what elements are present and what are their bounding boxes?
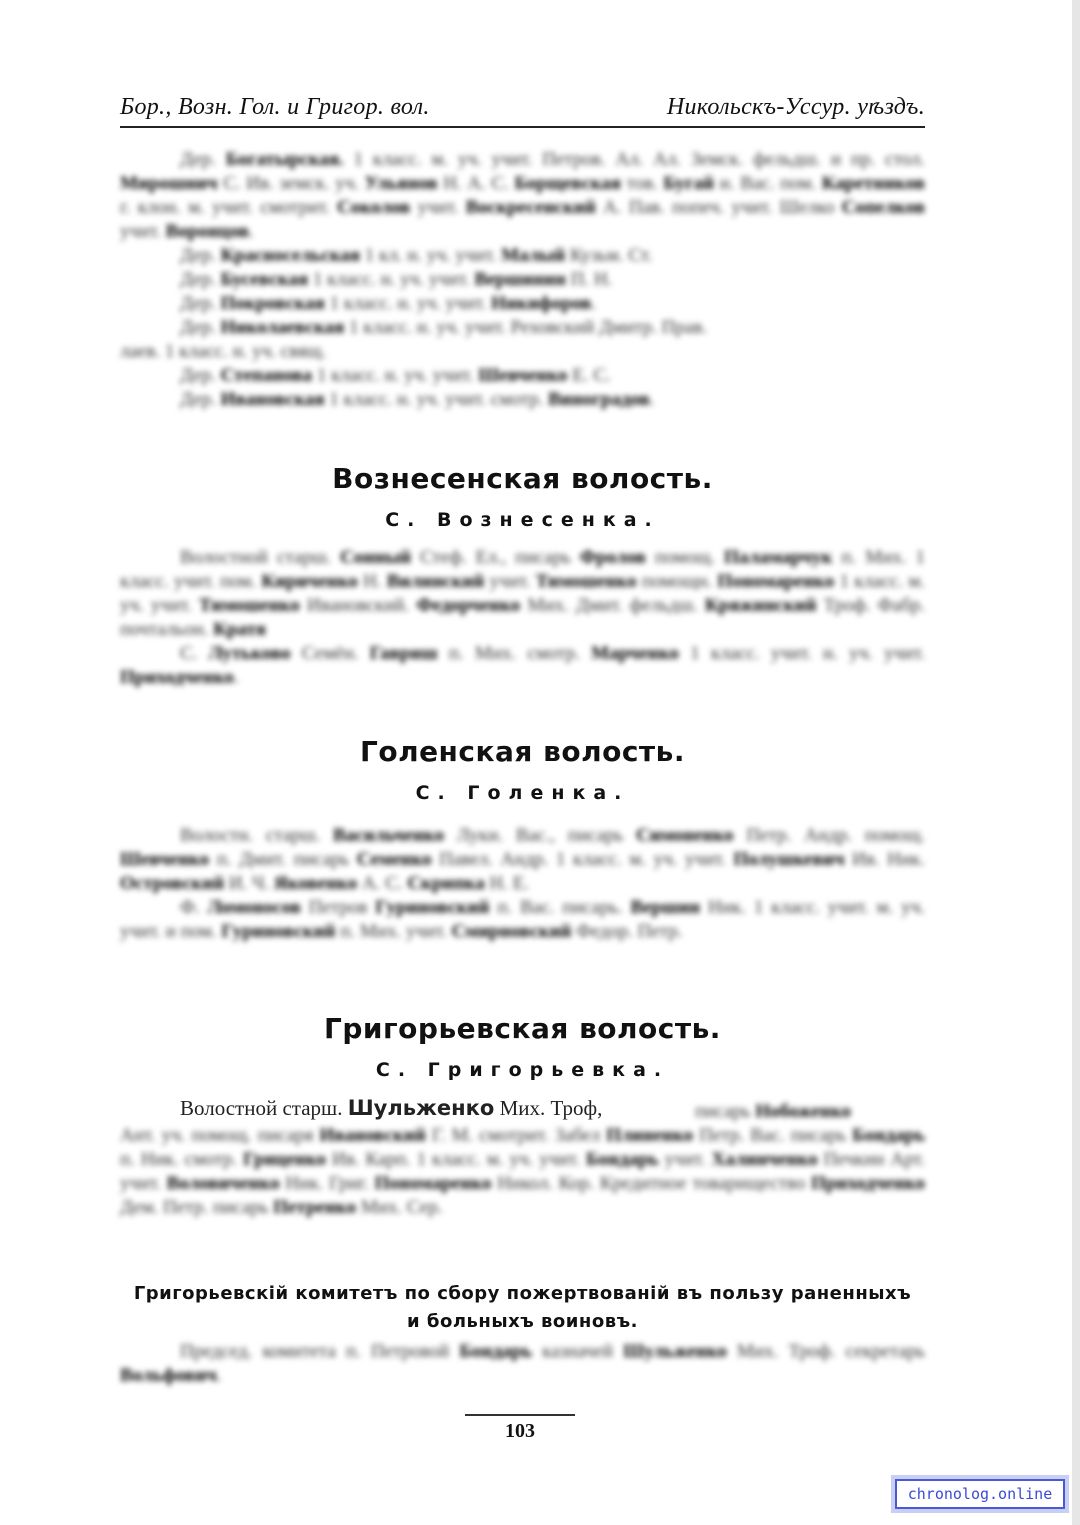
village-title-grigorievka: С. Григорьевка.	[375, 1059, 670, 1081]
footer-rule	[465, 1414, 575, 1416]
entry-rest: Мих. Троф,	[499, 1096, 603, 1120]
entry-name: Шульженко	[347, 1096, 495, 1120]
blurred-text-block: Председ. комитета п. Петровой Бондарь казначей Шульженко Мих. Троф. секретарь Вольфович.	[120, 1341, 925, 1386]
page-footer	[460, 1414, 580, 1443]
page-number: 103	[505, 1420, 535, 1442]
page-edge	[1072, 0, 1080, 1525]
section-title-voznesenskaya: Вознесенская волость.	[332, 462, 713, 495]
running-header	[120, 92, 925, 128]
watermark-badge	[891, 1475, 1069, 1513]
village-title-voznesenka: С. Вознесенка.	[385, 509, 660, 531]
section-title-grigorievskaya: Григорьевская волость.	[324, 1012, 721, 1045]
committee-heading	[120, 1280, 925, 1336]
watermark-text: chronolog.online	[895, 1479, 1065, 1509]
blurred-text-block: Волостн. старш. Васильченко Луки. Вас., писарь Симоненко Петр. Андр. помощ. Шевченко п. Дмит. писарь Семенко Павел. Андр. 1 класс. м. уч. учит. Полушкевич Ив. Ник. Островский И. Ч. Яковенко А. С. Скрипка Н. Е. Ф. Ломоносов Петров Гуриновский п. Вас. писарь. Вершин Ник. 1 класс. учит. м. уч. учит. и пом. Гуриновский п. Мих. учит. Смирновский Федор. Петр.	[120, 825, 925, 942]
blurred-text-block: Волостной старш. Сонный Стеф. Ел., писарь Фролов помощ. Паламарчук п. Мих. 1 класс. учит. пом. Кириченко Н. Вилинский учит. Тимошенко помощн. Пономаренко 1 класс. м. уч. учит. Тимошенко Ивановский. Федорченко Мих. Дмит. фельдш. Кряжинский Троф. Фабр. почтальон. Кратя С. Лутьково Семён. Гавриш п. Мих. смотр. Марченко 1 класс. учит. н. уч. учит. Приходченко.	[120, 547, 926, 688]
blurred-text-block: Дер. Богатырская. 1 класс. м. уч. учит. Петров. Ал. Ал. Земск. фельдш. и пр. стол. Мирошнич С. Ив. земск. уч. Ульянов Н. А. С. Борщевская тов. Бугай и. Вас. пом. Каретников г. клон. м. учит. смотрит. Соколов учит. Воскресенский А. Пав. попеч. учит. Шелко Сопелков учит. Воронцов. Дер. Красносельская 1 кл. н. уч. учит. Малый Кузьм. Ст. Дер. Бусевская 1 класс. н. уч. учит. Вершинин П. Н. Дер. Покровская 1 класс. н. уч. учит. Никифоров. Дер. Николаевская 1 класс. н. уч. учит. Реховский Дмитр. Прав. лаев. 1 класс. н. уч. свящ. Дер. Степанова 1 класс. н. уч. учит. Шевченко Е. С. Дер. Ивановская 1 класс. н. уч. учит. смотр. Виноградов.	[120, 149, 926, 410]
entry-prefix: Волостной старш.	[180, 1096, 343, 1120]
section-title-golenskaya: Голенская волость.	[359, 735, 685, 768]
committee-line-2: и больныхъ воиновъ.	[407, 1311, 638, 1332]
blurred-text-block: писарь Нобоженко Ант. уч. помощ. писаря Ивановский Г. М. смотрит. Забел Плиненко Петр. Вас. писарь Бондарь п. Ник. смотр. Гриценко Ив. Карп. 1 класс. м. уч. учит. Бондарь учит. Халинченко Печкин Арт. учит. Воловиченко Ник. Григ. Пономаренко Никол. Кор. Кредитное товарищество Приходченко Дем. Петр. писарь Петренко Мих. Сер.	[120, 1101, 926, 1218]
village-title-golenka: С. Голенка.	[415, 782, 630, 804]
running-header-left: Бор., Возн. Гол. и Григор. вол.	[120, 94, 430, 120]
running-header-right: Никольскъ-Уссур. уѣздъ.	[666, 94, 925, 120]
committee-line-1: Григорьевскій комитетъ по сбору пожертвованій въ пользу раненныхъ	[133, 1283, 912, 1304]
